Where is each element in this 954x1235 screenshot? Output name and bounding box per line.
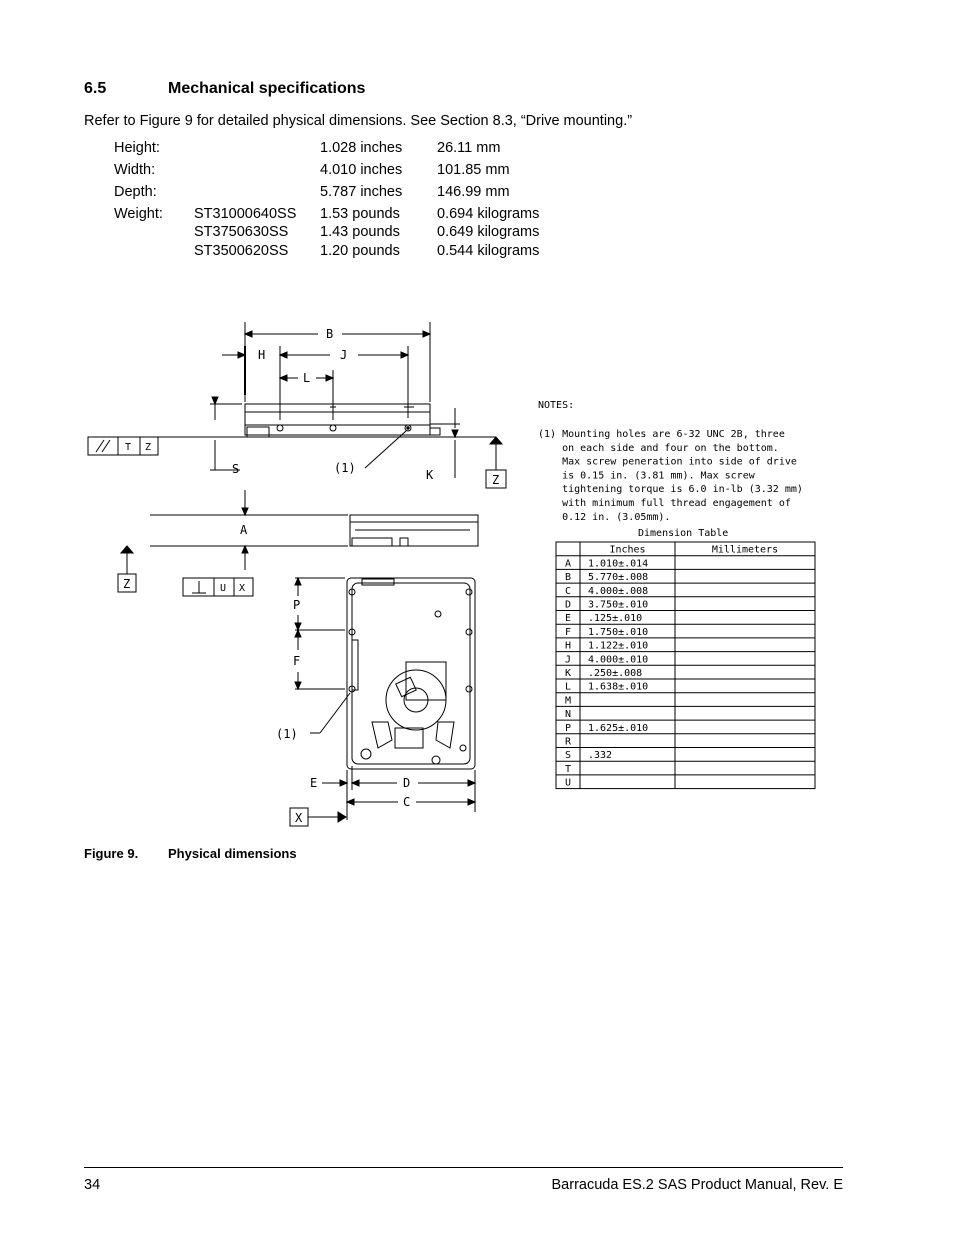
spec-label: Height: <box>114 140 160 156</box>
figure-caption-number: Figure 9. <box>84 846 139 861</box>
dim-label-l: L <box>303 371 311 385</box>
dim-label-j: J <box>340 348 348 362</box>
spec-metric: 0.544 kilograms <box>437 243 540 259</box>
drive-bottom-view <box>347 578 475 769</box>
table-row-letter: L <box>564 681 572 693</box>
manual-title: Barracuda ES.2 SAS Product Manual, Rev. E <box>551 1177 843 1193</box>
dim-label-e: E <box>310 776 318 790</box>
dim-label-f: F <box>293 654 301 668</box>
table-row-inches: .250±.008 <box>588 668 643 679</box>
drive-front-view <box>350 515 478 546</box>
svg-text:T: T <box>125 442 132 453</box>
table-row-inches: 3.750±.010 <box>588 599 649 611</box>
page-number: 34 <box>84 1177 101 1193</box>
spec-imperial: 4.010 inches <box>320 162 403 178</box>
table-row-letter: F <box>564 626 572 638</box>
dim-label-d: D <box>403 776 411 790</box>
table-row-letter: D <box>564 599 572 611</box>
spec-imperial: 1.53 pounds <box>320 206 400 222</box>
table-row-inches: 1.750±.010 <box>588 626 649 638</box>
table-row-inches: .332 <box>588 750 613 762</box>
table-row-inches: 5.770±.008 <box>588 572 649 584</box>
table-row-letter: R <box>564 736 572 748</box>
note-ref-bottom: (1) <box>276 727 298 741</box>
notes-title: NOTES: <box>538 400 575 411</box>
dim-label-c: C <box>403 795 411 809</box>
table-row-letter: B <box>564 572 572 584</box>
table-row-inches: 1.122±.010 <box>588 640 649 652</box>
spec-model: ST31000640SS <box>194 206 297 222</box>
table-row-inches: 4.000±.010 <box>588 654 649 666</box>
spec-imperial: 1.028 inches <box>320 140 403 156</box>
table-row-letter: P <box>564 722 572 734</box>
note-line: on each side and four on the bottom. <box>538 442 779 454</box>
table-row-letter: M <box>564 695 572 707</box>
table-row-inches: 1.638±.010 <box>588 681 649 693</box>
table-row-letter: J <box>564 654 572 666</box>
datum-z-right: Z <box>492 473 500 487</box>
figure-notes <box>538 400 803 539</box>
spec-metric: 0.694 kilograms <box>437 206 540 222</box>
spec-metric: 0.649 kilograms <box>437 224 540 240</box>
intro-paragraph: Refer to Figure 9 for detailed physical dimensions. See Section 8.3, “Drive mounting.” <box>84 113 633 129</box>
spec-imperial: 1.43 pounds <box>320 224 400 240</box>
spec-label: Depth: <box>114 184 157 200</box>
table-row-letter: S <box>564 750 572 762</box>
svg-text:U: U <box>220 583 227 594</box>
spec-model: ST3500620SS <box>194 243 289 259</box>
dim-label-a: A <box>240 523 248 537</box>
note-line: tightening torque is 6.0 in-lb (3.32 mm) <box>538 484 803 496</box>
spec-metric: 146.99 mm <box>437 184 510 200</box>
table-row-letter: C <box>564 585 572 597</box>
table-row-letter: A <box>564 558 572 570</box>
table-row-letter: E <box>564 613 572 625</box>
table-row-inches: .125±.010 <box>588 613 643 625</box>
footer-rule <box>84 1167 843 1168</box>
table-row-letter: H <box>564 640 572 652</box>
table-header-cell: Millimeters <box>711 544 779 556</box>
table-row-inches: 1.010±.014 <box>588 558 649 570</box>
datum-z-left: Z <box>123 577 131 591</box>
dim-label-b: B <box>326 327 334 341</box>
note-ref-top: (1) <box>334 461 356 475</box>
drive-side-view <box>245 404 440 437</box>
datum-x: X <box>295 811 303 825</box>
svg-text:Z: Z <box>145 442 152 453</box>
dim-label-k: K <box>426 468 434 482</box>
table-row-inches: 1.625±.010 <box>588 722 649 734</box>
table-row-inches: 4.000±.008 <box>588 585 649 597</box>
note-line: with minimum full thread engagement of <box>538 498 791 509</box>
dim-label-h: H <box>258 348 266 362</box>
table-row-letter: N <box>564 709 572 721</box>
dimension-table-title: Dimension Table <box>638 528 729 539</box>
spec-metric: 101.85 mm <box>437 162 510 178</box>
table-header-cell: Inches <box>609 544 646 556</box>
spec-imperial: 1.20 pounds <box>320 243 400 259</box>
table-row-letter: U <box>564 777 572 789</box>
spec-imperial: 5.787 inches <box>320 184 403 200</box>
dimension-table <box>556 542 815 789</box>
dim-label-p: P <box>293 598 301 612</box>
svg-text:X: X <box>239 583 246 594</box>
note-line: (1) Mounting holes are 6-32 UNC 2B, three <box>538 429 785 440</box>
note-line: Max screw peneration into side of drive <box>538 456 797 468</box>
dim-label-s: S <box>232 462 240 476</box>
figure-caption-title: Physical dimensions <box>168 846 297 861</box>
spec-model: ST3750630SS <box>194 224 289 240</box>
table-row-letter: K <box>564 668 572 679</box>
spec-label: Width: <box>114 162 156 178</box>
spec-label: Weight: <box>114 206 163 222</box>
spec-metric: 26.11 mm <box>437 140 501 156</box>
note-line: is 0.15 in. (3.81 mm). Max screw <box>538 470 755 482</box>
note-line: 0.12 in. (3.05mm). <box>538 511 671 523</box>
table-row-letter: T <box>564 763 572 775</box>
section-number: 6.5 <box>84 80 107 97</box>
section-title: Mechanical specifications <box>168 80 366 97</box>
